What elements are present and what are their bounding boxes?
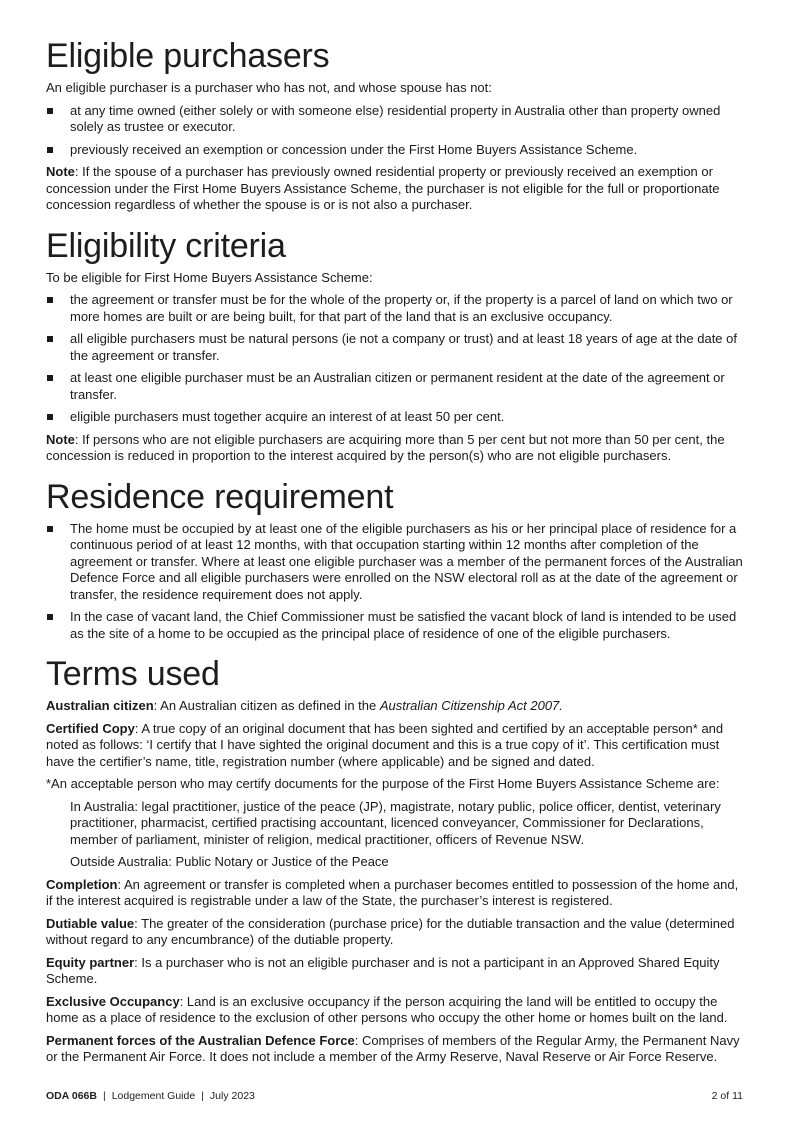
page-number: 2 of 11 (711, 1090, 743, 1102)
document-date: July 2023 (209, 1090, 255, 1102)
heading-eligible-purchasers: Eligible purchasers (46, 37, 330, 75)
term-equity-partner: Equity partner: Is a purchaser who is not an eligible purchaser and is not a participant in an Approved Shared Equity Scheme. (46, 954, 720, 986)
term-dutiable-value: Dutiable value: The greater of the consideration (purchase price) for the dutiable transaction and the value (determined without regard to any encumbrance) of the dutiable property. (46, 915, 735, 947)
bullet-icon (47, 375, 53, 381)
term-exclusive-occupancy: Exclusive Occupancy: Land is an exclusive occupancy if the person acquiring the land will be entitled to occupy the home as a place of residence to the exclusion of other persons who occupy the other home or homes built on the land. (46, 993, 728, 1025)
document-code: ODA 066B (46, 1090, 97, 1102)
bullet-icon (47, 297, 53, 303)
bullet-icon (47, 614, 53, 620)
term-australian-citizen: Australian citizen: An Australian citizen as defined in the Australian Citizenship Act 2007. (46, 698, 563, 713)
heading-eligibility-criteria: Eligibility criteria (46, 226, 286, 265)
residence-list (46, 521, 746, 643)
bullet-icon (47, 336, 53, 342)
eligible-note: Note: If the spouse of a purchaser has previously owned residential property or previously received an exemption or concession under the First Home Buyers Assistance Scheme, the purchaser is not eligible for the full or proportionate concession regardless of whether the spouse is or is not also a purchaser. (46, 164, 720, 212)
acceptable-in-australia: In Australia: legal practitioner, justice of the peace (JP), magistrate, notary public, police officer, dentist, veterinary practitioner, pharmacist, certified practising accountant, licenced conveyancer, Commissioner for Declarations, member of parliament, minister of religion, medical practitioner, officers of Revenue NSW. (70, 798, 721, 847)
list-item: previously received an exemption or concession under the First Home Buyers Assistance Scheme. (46, 142, 746, 159)
list-item: In the case of vacant land, the Chief Commissioner must be satisfied the vacant block of land is intended to be used as the site of a home to be occupied as the principal place of residence of one of the eligible purchasers. (46, 609, 746, 642)
acceptable-outside-australia: Outside Australia: Public Notary or Justice of the Peace (70, 854, 389, 869)
page-footer (46, 1090, 743, 1102)
list-item: at any time owned (either solely or with someone else) residential property in Australia other than property owned solely as trustee or executor. (46, 103, 746, 136)
list-item: all eligible purchasers must be natural persons (ie not a company or trust) and at least 18 years of age at the date of the agreement or transfer. (46, 331, 746, 364)
bullet-icon (47, 147, 53, 153)
bullet-icon (47, 526, 53, 532)
bullet-icon (47, 414, 53, 420)
criteria-note: Note: If persons who are not eligible purchasers are acquiring more than 5 per cent but not more than 50 per cent, the concession is reduced in proportion to the interest acquired by the person(s) who are not eligible purchasers. (46, 431, 725, 463)
criteria-list (46, 292, 746, 426)
term-certified-copy: Certified Copy: A true copy of an original document that has been sighted and certified by an acceptable person* and noted as follows: ‘I certify that I have sighted the original document and this is a true copy of it’. This certification must have the certifier’s name, title, registration number (where applicable) and be signed and dated. (46, 720, 724, 769)
list-item: the agreement or transfer must be for the whole of the property or, if the property is a parcel of land on which two or more homes are built or are being built, for that part of the land that is an exclusive occupancy. (46, 292, 746, 325)
acceptable-person-intro: *An acceptable person who may certify documents for the purpose of the First Home Buyers Assistance Scheme are: (46, 776, 720, 791)
eligible-intro: An eligible purchaser is a purchaser who has not, and whose spouse has not: (46, 80, 492, 95)
footer-separator: | (201, 1090, 204, 1102)
footer-separator: | (102, 1090, 106, 1102)
term-completion: Completion: An agreement or transfer is completed when a purchaser becomes entitled to possession of the home and, if the interest acquired is registrable under a law of the State, the purchaser’s interest is registered. (46, 876, 739, 908)
bullet-icon (47, 108, 53, 114)
document-page (46, 36, 746, 1072)
document-title: Lodgement Guide (111, 1090, 196, 1102)
heading-terms-used: Terms used (46, 655, 220, 693)
heading-residence-requirement: Residence requirement (46, 477, 394, 516)
list-item: eligible purchasers must together acquire an interest of at least 50 per cent. (46, 409, 746, 426)
eligible-list (46, 103, 746, 159)
term-permanent-forces: Permanent forces of the Australian Defence Force: Comprises of members of the Regular Army, the Permanent Navy or the Permanent Air Force. It does not include a member of the Army Reserve, Naval Reserve or Air Force Reserve. (46, 1032, 740, 1064)
criteria-intro: To be eligible for First Home Buyers Assistance Scheme: (46, 269, 373, 285)
footer-left (46, 1090, 255, 1102)
list-item: The home must be occupied by at least one of the eligible purchasers as his or her principal place of residence for a continuous period of at least 12 months, with that occupation starting within 12 months after completion of the agreement or transfer. Where at least one eligible purchaser was a member of the permanent forces of the Australian Defence Force and all eligible purchasers were enrolled on the NSW electoral roll as at the date of the agreement or transfer, the residence requirement does not apply. (46, 521, 746, 604)
list-item: at least one eligible purchaser must be an Australian citizen or permanent resident at the date of the agreement or transfer. (46, 370, 746, 403)
